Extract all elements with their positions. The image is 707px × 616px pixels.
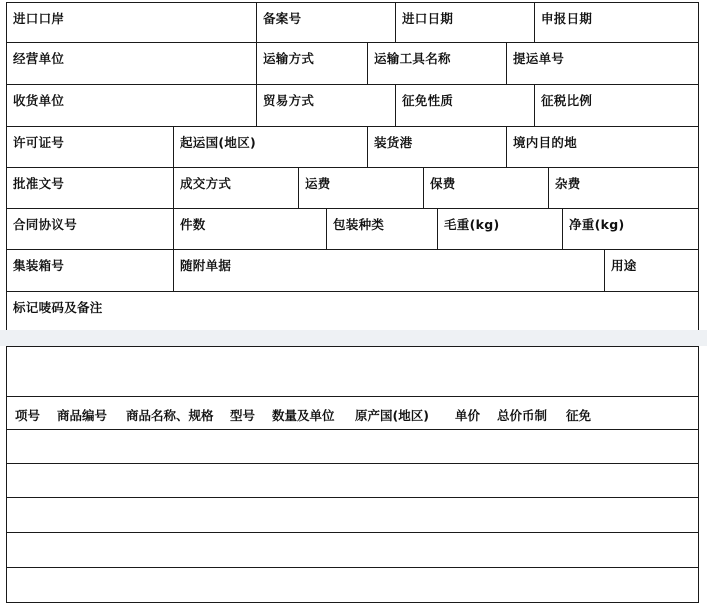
net-weight-cell[interactable] (562, 208, 699, 250)
attached-documents-cell[interactable] (173, 249, 605, 292)
container-number-label: 集装箱号 (13, 258, 65, 273)
approval-number-cell[interactable] (6, 167, 174, 209)
misc-fee-cell[interactable] (548, 167, 699, 209)
usage-cell[interactable] (604, 249, 699, 292)
col-exemption: 征免 (566, 408, 592, 423)
import-date-label: 进口日期 (402, 11, 454, 26)
loading-port-label: 装货港 (374, 135, 413, 150)
attached-documents-label: 随附单据 (180, 258, 232, 273)
transport-mode-cell[interactable] (256, 42, 368, 85)
transaction-mode-cell[interactable] (173, 167, 299, 209)
declaration-date-cell[interactable] (534, 2, 699, 43)
origin-country-cell[interactable] (173, 126, 368, 168)
package-type-label: 包装种类 (333, 217, 385, 232)
misc-fee-label: 杂费 (555, 176, 581, 191)
col-quantity-unit: 数量及单位 (272, 408, 335, 423)
tax-ratio-label: 征税比例 (541, 93, 593, 108)
approval-number-label: 批准文号 (13, 176, 65, 191)
goods-row[interactable] (6, 429, 699, 464)
col-commodity-name-spec: 商品名称、规格 (126, 408, 214, 423)
usage-label: 用途 (611, 258, 637, 273)
trade-mode-label: 贸易方式 (263, 93, 315, 108)
import-date-cell[interactable] (395, 2, 535, 43)
col-origin-country: 原产国(地区) (355, 408, 429, 423)
col-total-currency: 总价币制 (497, 408, 548, 423)
vehicle-name-label: 运输工具名称 (374, 51, 451, 66)
col-unit-price: 单价 (455, 408, 481, 423)
transport-mode-label: 运输方式 (263, 51, 315, 66)
remarks-label: 标记唛码及备注 (13, 300, 103, 315)
contract-number-cell[interactable] (6, 208, 174, 250)
insurance-label: 保费 (430, 176, 456, 191)
gross-weight-label: 毛重(kg) (444, 217, 500, 232)
record-number-label: 备案号 (263, 11, 302, 26)
goods-row[interactable] (6, 532, 699, 568)
tax-ratio-cell[interactable] (534, 84, 699, 127)
exemption-nature-cell[interactable] (395, 84, 535, 127)
license-number-cell[interactable] (6, 126, 174, 168)
col-commodity-code: 商品编号 (57, 408, 108, 423)
container-number-cell[interactable] (6, 249, 174, 292)
declaration-date-label: 申报日期 (541, 11, 593, 26)
port-of-entry-label: 进口口岸 (13, 11, 65, 26)
trade-mode-cell[interactable] (256, 84, 396, 127)
port-of-entry-cell[interactable] (6, 2, 257, 43)
domestic-destination-cell[interactable] (506, 126, 699, 168)
freight-label: 运费 (305, 176, 331, 191)
goods-header-row (6, 396, 699, 430)
freight-cell[interactable] (298, 167, 424, 209)
remarks-cell[interactable] (6, 291, 699, 331)
goods-row[interactable] (6, 463, 699, 498)
goods-row[interactable] (6, 497, 699, 533)
package-type-cell[interactable] (326, 208, 438, 250)
col-item-number: 项号 (15, 408, 41, 423)
goods-row[interactable] (6, 567, 699, 603)
net-weight-label: 净重(kg) (569, 217, 625, 232)
vehicle-name-cell[interactable] (367, 42, 507, 85)
scan-gap (0, 330, 707, 346)
domestic-destination-label: 境内目的地 (513, 135, 578, 150)
piece-count-cell[interactable] (173, 208, 327, 250)
consignee-label: 收货单位 (13, 93, 65, 108)
consignee-cell[interactable] (6, 84, 257, 127)
transaction-mode-label: 成交方式 (180, 176, 232, 191)
exemption-nature-label: 征免性质 (402, 93, 454, 108)
loading-port-cell[interactable] (367, 126, 507, 168)
piece-count-label: 件数 (180, 217, 206, 232)
gross-weight-cell[interactable] (437, 208, 563, 250)
contract-number-label: 合同协议号 (13, 217, 78, 232)
col-model: 型号 (230, 408, 256, 423)
operating-unit-label: 经营单位 (13, 51, 65, 66)
record-number-cell[interactable] (256, 2, 396, 43)
origin-country-label: 起运国(地区) (180, 135, 257, 150)
insurance-cell[interactable] (423, 167, 549, 209)
operating-unit-cell[interactable] (6, 42, 257, 85)
license-number-label: 许可证号 (13, 135, 65, 150)
remarks-continuation-row[interactable] (6, 346, 699, 397)
bill-of-lading-cell[interactable] (506, 42, 699, 85)
bill-of-lading-label: 提运单号 (513, 51, 565, 66)
